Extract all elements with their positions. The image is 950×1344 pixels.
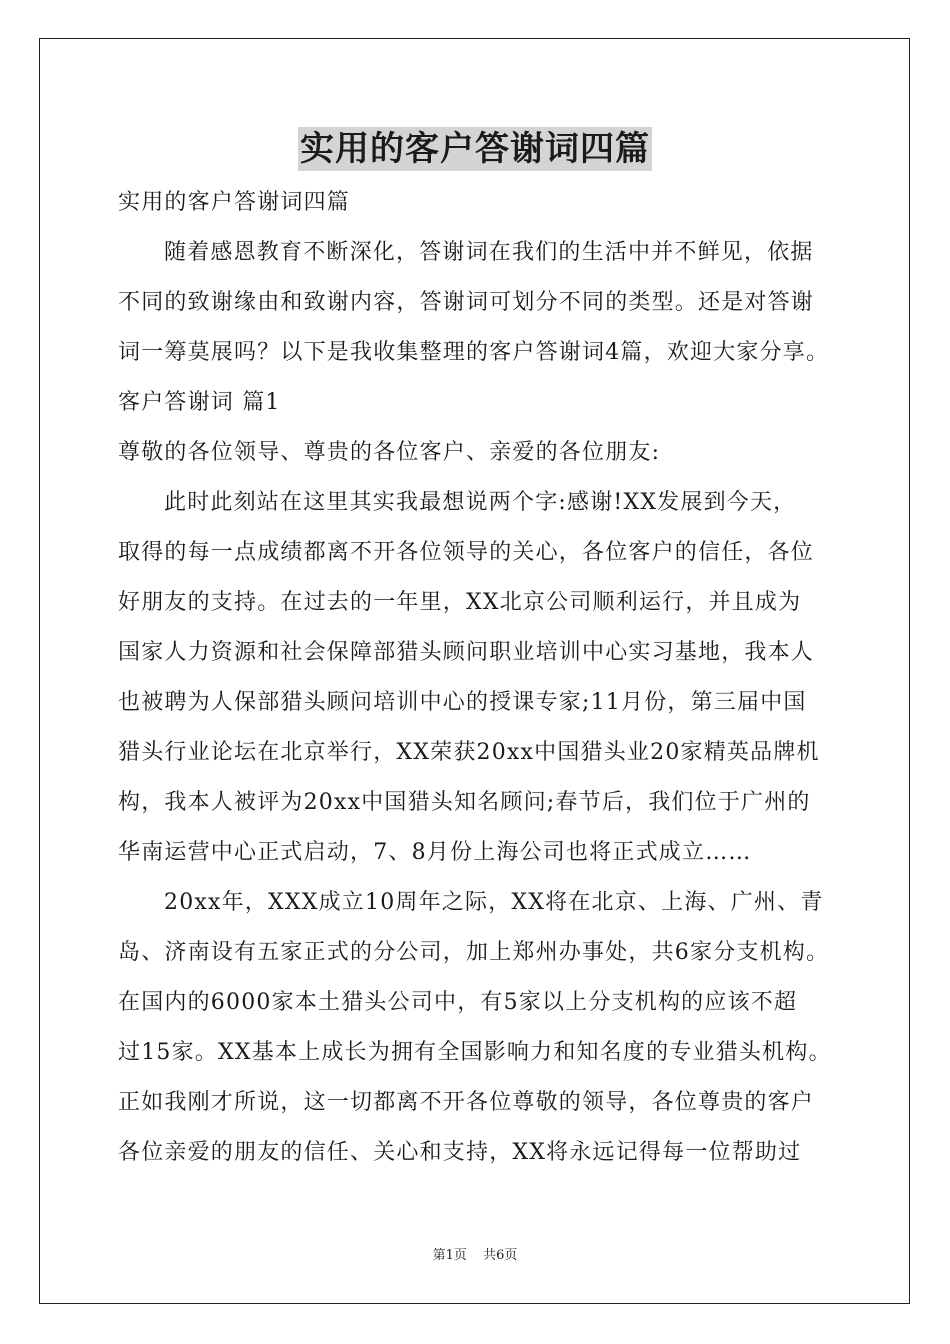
document-body [118, 178, 858, 1178]
page-footer [0, 1246, 950, 1266]
paragraph-line: 此时此刻站在这里其实我最想说两个字:感谢!XX发展到今天， [164, 490, 797, 515]
paragraph-line: 取得的每一点成绩都离不开各位领导的关心，各位客户的信任，各位 [118, 540, 815, 565]
title-container [0, 127, 950, 171]
section-heading: 客户答谢词 篇1 [118, 390, 281, 415]
paragraph-line: 过15家。XX基本上成长为拥有全国影响力和知名度的专业猎头机构。 [118, 1040, 832, 1065]
paragraph-line: 岛、济南设有五家正式的分公司，加上郑州办事处，共6家分支机构。 [118, 940, 830, 965]
paragraph-line: 在国内的6000家本土猎头公司中，有5家以上分支机构的应该不超 [118, 990, 798, 1015]
paragraph-line: 猎头行业论坛在北京举行，XX荣获20xx中国猎头业20家精英品牌机 [118, 740, 820, 765]
paragraph-line: 20xx年，XXX成立10周年之际，XX将在北京、上海、广州、青 [164, 890, 824, 915]
paragraph-line: 构，我本人被评为20xx中国猎头知名顾问;春节后，我们位于广州的 [118, 790, 811, 815]
paragraph-line: 也被聘为人保部猎头顾问培训中心的授课专家;11月份，第三届中国 [118, 690, 807, 715]
paragraph-line: 各位亲爱的朋友的信任、关心和支持，XX将永远记得每一位帮助过 [118, 1140, 802, 1165]
paragraph-line: 华南运营中心正式启动，7、8月份上海公司也将正式成立…… [118, 840, 752, 865]
paragraph-line: 词一筹莫展吗？以下是我收集整理的客户答谢词4篇，欢迎大家分享。 [118, 340, 830, 365]
salutation-line: 尊敬的各位领导、尊贵的各位客户、亲爱的各位朋友: [118, 440, 661, 465]
paragraph-line: 正如我刚才所说，这一切都离不开各位尊敬的领导，各位尊贵的客户 [118, 1090, 815, 1115]
page-total: 共6页 [483, 1248, 518, 1263]
page-number: 第1页 [432, 1248, 467, 1263]
paragraph-line: 国家人力资源和社会保障部猎头顾问职业培训中心实习基地，我本人 [118, 640, 815, 665]
paragraph-line: 好朋友的支持。在过去的一年里，XX北京公司顺利运行，并且成为 [118, 590, 802, 615]
paragraph-line: 随着感恩教育不断深化，答谢词在我们的生活中并不鲜见，依据 [164, 240, 814, 265]
document-title: 实用的客户答谢词四篇 [300, 129, 650, 169]
paragraph-line: 不同的致谢缘由和致谢内容，答谢词可划分不同的类型。还是对答谢 [118, 290, 815, 315]
subtitle-line: 实用的客户答谢词四篇 [118, 190, 351, 215]
